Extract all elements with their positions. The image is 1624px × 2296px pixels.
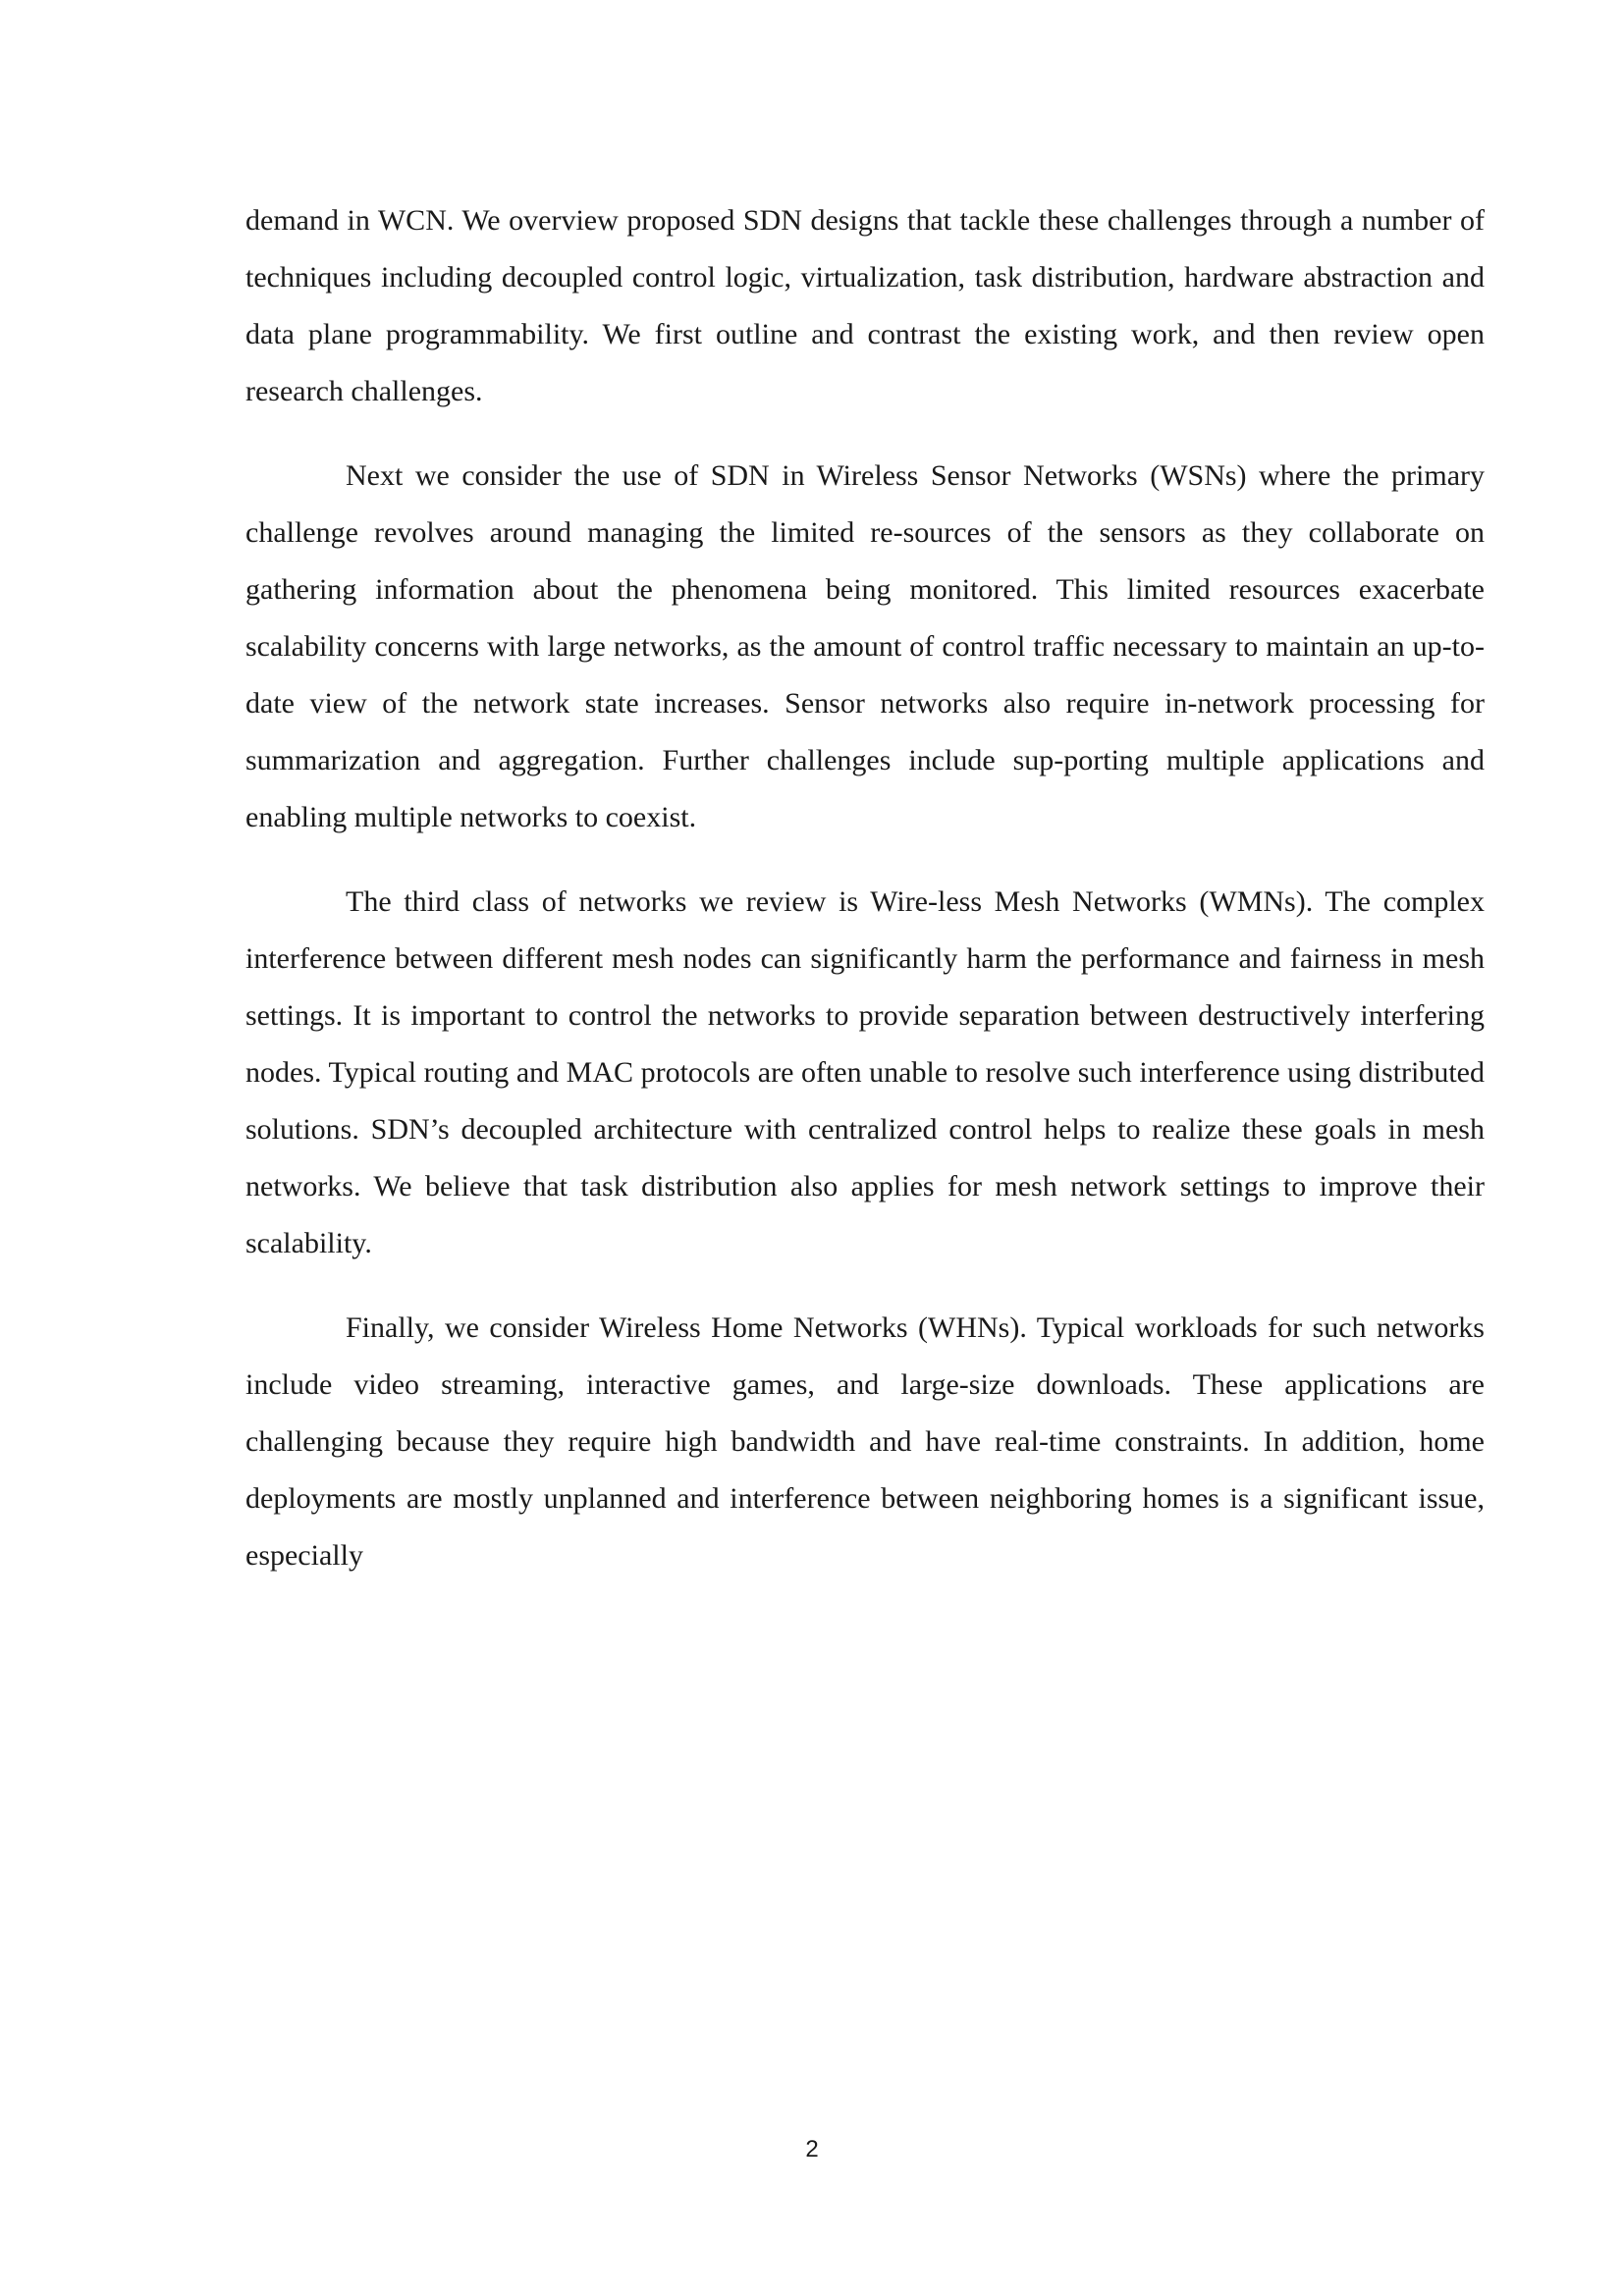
paragraph-continuation: demand in WCN. We overview proposed SDN designs that tackle these challenges through a number of techniques including decoupled control logic, virtualization, task distribution, hardware abstraction and data plane programmability. We first outline and contrast the existing work, and then review open research challenges. bbox=[245, 204, 1485, 407]
paragraph-wsn: Next we consider the use of SDN in Wireless Sensor Networks (WSNs) where the primary challenge revolves around managing the limited re-sources of the sensors as they collaborate on gathering information about the phenomena being monitored. This limited resources exacerbate scalability concerns with large networks, as the amount of control traffic necessary to maintain an up-to-date view of the network state increases. Sensor networks also require in-network processing for summarization and aggregation. Further challenges include sup-porting multiple applications and enabling multiple networks to coexist. bbox=[245, 459, 1485, 833]
body-text bbox=[245, 192, 1485, 1612]
paragraph-whn: Finally, we consider Wireless Home Networks (WHNs). Typical workloads for such networks include video streaming, interactive games, and large-size downloads. These applications are challenging because they require high bandwidth and have real-time constraints. In addition, home deployments are mostly unplanned and interference between neighboring homes is a significant issue, especially bbox=[245, 1311, 1485, 1572]
page-number: 2 bbox=[805, 2136, 819, 2163]
paragraph-wmn: The third class of networks we review is Wire-less Mesh Networks (WMNs). The complex interference between different mesh nodes can significantly harm the performance and fairness in mesh settings. It is important to control the networks to provide separation between destructively interfering nodes. Typical routing and MAC protocols are often unable to resolve such interference using distributed solutions. SDN’s decoupled architecture with centralized control helps to realize these goals in mesh networks. We believe that task distribution also applies for mesh network settings to improve their scalability. bbox=[245, 885, 1485, 1259]
